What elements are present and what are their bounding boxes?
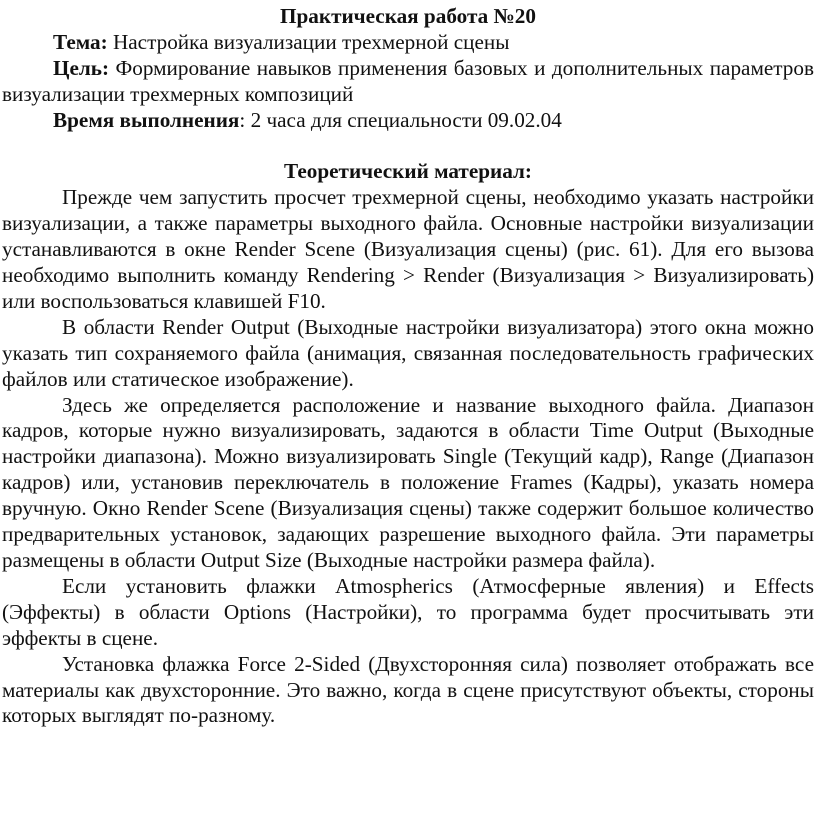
topic-text: Настройка визуализации трехмерной сцены [107, 29, 510, 54]
time-label: Время выполнения [53, 107, 240, 132]
blank-line [2, 134, 814, 160]
time-line [2, 108, 814, 134]
time-text: : 2 часа для специальности 09.02.04 [239, 107, 562, 132]
topic-label: Тема: [53, 29, 108, 54]
paragraph-5: Установка флажка Force 2-Sided (Двухсторонняя сила) позволяет отображать все материалы как двухсторонние. Это важно, когда в сцене присутствуют объекты, стороны которых выглядят по-разному. [2, 651, 814, 728]
paragraph-2: В области Render Output (Выходные настройки визуализатора) этого окна можно указать тип сохраняемого файла (анимация, связанная последовательность графических файлов или статическое изображение). [2, 314, 814, 391]
topic-line [2, 30, 814, 56]
goal-label: Цель: [53, 55, 110, 80]
paragraph-4: Если установить флажки Atmospherics (Атмосферные явления) и Effects (Эффекты) в области Options (Настройки), то программа будет просчитывать эти эффекты в сцене. [2, 573, 814, 650]
goal-line [2, 56, 814, 108]
goal-text: Формирование навыков применения базовых и дополнительных параметров визуализации трехмерных композиций [2, 55, 814, 106]
section-title: Теоретический материал: [284, 159, 532, 184]
paragraph-1: Прежде чем запустить просчет трехмерной сцены, необходимо указать настройки визуализации, а также параметры выходного файла. Основные настройки визуализации устанавливаются в окне Render Scene (Визуализация сцены) (рис. 61). Для его вызова необходимо выполнить команду Rendering > Render (Визуализация > Визуализировать) или воспользоваться клавишей F10. [2, 185, 814, 313]
paragraph-3: Здесь же определяется расположение и название выходного файла. Диапазон кадров, которые нужно визуализировать, задаются в области Time Output (Выходные настройки диапазона). Можно визуализировать Single (Текущий кадр), Range (Диапазон кадров) или, установив переключатель в положение Frames (Кадры), указать номера вручную. Окно Render Scene (Визуализация сцены) также содержит большое количество предварительных установок, задающих разрешение выходного файла. Эти параметры размещены в области Output Size (Выходные настройки размера файла). [2, 392, 814, 573]
document-title: Практическая работа №20 [280, 4, 536, 28]
